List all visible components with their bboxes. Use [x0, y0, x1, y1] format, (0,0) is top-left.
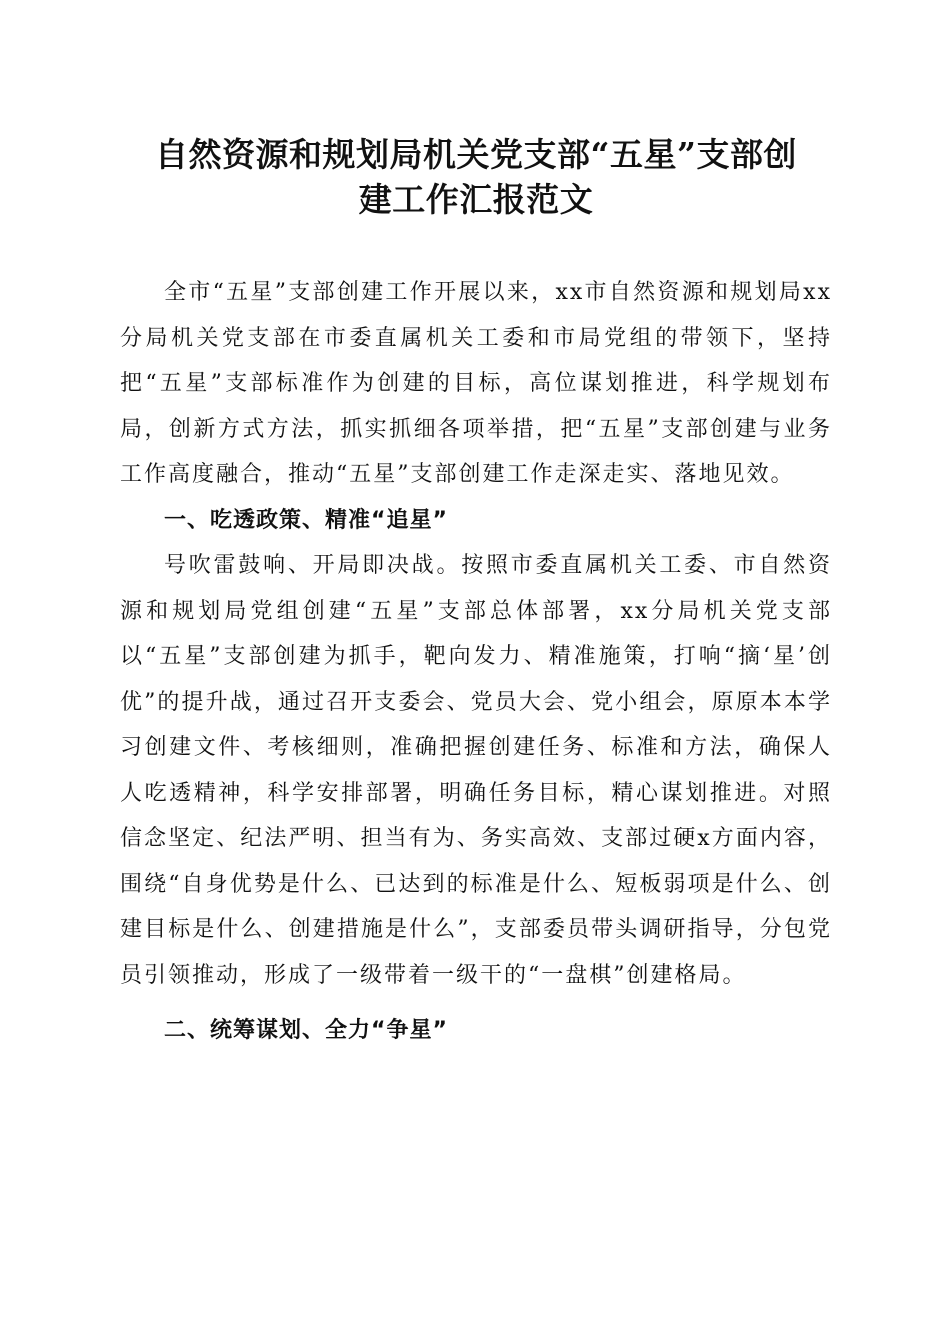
- intro-paragraph: 全市“五星”支部创建工作开展以来，xx市自然资源和规划局xx分局机关党支部在市委直属机关工委和市局党组的带领下，坚持把“五星”支部标准作为创建的目标，高位谋划推进，科学规划布局，创新方式方法，抓实抓细各项举措，把“五星”支部创建与业务工作高度融合，推动“五星”支部创建工作走深走实、落地见效。: [120, 280, 832, 487]
- document-page: [120, 132, 832, 1054]
- document-title: [120, 132, 832, 222]
- document-body: [120, 270, 832, 1054]
- section-heading-2: 二、统筹谋划、全力“争星”: [164, 1018, 448, 1043]
- title-line-1: 自然资源和规划局机关党支部“五星”支部创: [155, 135, 797, 174]
- title-line-2: 建工作汇报范文: [358, 180, 594, 219]
- section-paragraph-1: 号吹雷鼓响、开局即决战。按照市委直属机关工委、市自然资源和规划局党组创建“五星”支部总体部署，xx分局机关党支部以“五星”支部创建为抓手，靶向发力、精准施策，打响“摘‘星’创优”的提升战，通过召开支委会、党员大会、党小组会，原原本本学习创建文件、考核细则，准确把握创建任务、标准和方法，确保人人吃透精神，科学安排部署，明确任务目标，精心谋划推进。对照信念坚定、纪法严明、担当有为、务实高效、支部过硬x方面内容，围绕“自身优势是什么、已达到的标准是什么、短板弱项是什么、创建目标是什么、创建措施是什么”，支部委员带头调研指导，分包党员引领推动，形成了一级带着一级干的“一盘棋”创建格局。: [120, 553, 832, 988]
- section-heading-1: 一、吃透政策、精准“追星”: [164, 507, 448, 533]
